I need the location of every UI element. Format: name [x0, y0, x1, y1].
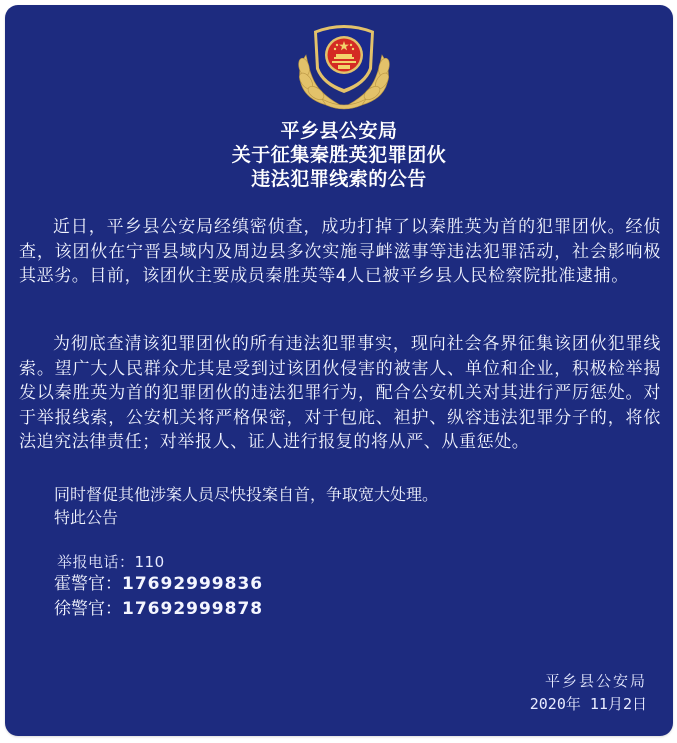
police-emblem-icon: [292, 17, 396, 113]
hotline-label: 举报电话：: [57, 553, 135, 571]
officer-contact: [54, 573, 263, 595]
page-title: [5, 119, 673, 191]
announcement-card: [5, 5, 673, 736]
officer-contact: [54, 598, 263, 620]
paragraph-call-for-clues: 为彻底查清该犯罪团伙的所有违法犯罪事实，现向社会各界征集该团伙犯罪线索。望广大人民群众尤其是受到过该团伙侵害的被害人、单位和企业，积极检举揭发以秦胜英为首的犯罪团伙的违法犯罪行为，配合公安机关对其进行严厉惩处。对于举报线索，公安机关将严格保密，对于包庇、袒护、纵容违法犯罪分子的，将依法追究法律责任；对举报人、证人进行报复的将从严、从重惩处。: [19, 334, 661, 452]
title-topic: 违法犯罪线索的公告: [251, 168, 427, 190]
paragraph-investigation: 近日，平乡县公安局经缜密侦查，成功打掉了以秦胜英为首的犯罪团伙。经侦查，该团伙在宁晋县域内及周边县多次实施寻衅滋事等违法犯罪活动，社会影响极其恶劣。目前，该团伙主要成员秦胜英等4人已被平乡县人民检察院批准逮捕。: [19, 217, 661, 286]
officer-phone[interactable]: 17692999878: [122, 599, 264, 619]
hotline-number[interactable]: 110: [134, 553, 165, 571]
title-subject: 关于征集秦胜英犯罪团伙: [231, 144, 447, 166]
signature-org: 平乡县公安局: [544, 672, 647, 690]
hotline: [57, 552, 165, 572]
notice-closing-text: 特此公告: [54, 508, 119, 527]
officer-phone[interactable]: 17692999836: [122, 574, 264, 594]
officer-label: 霍警官：: [54, 574, 122, 594]
signature-date: 2020年 11月2日: [529, 695, 647, 713]
title-org: 平乡县公安局: [280, 120, 398, 142]
officer-label: 徐警官：: [54, 599, 122, 619]
surrender-urge-text: 同时督促其他涉案人员尽快投案自首，争取宽大处理。: [54, 485, 439, 504]
